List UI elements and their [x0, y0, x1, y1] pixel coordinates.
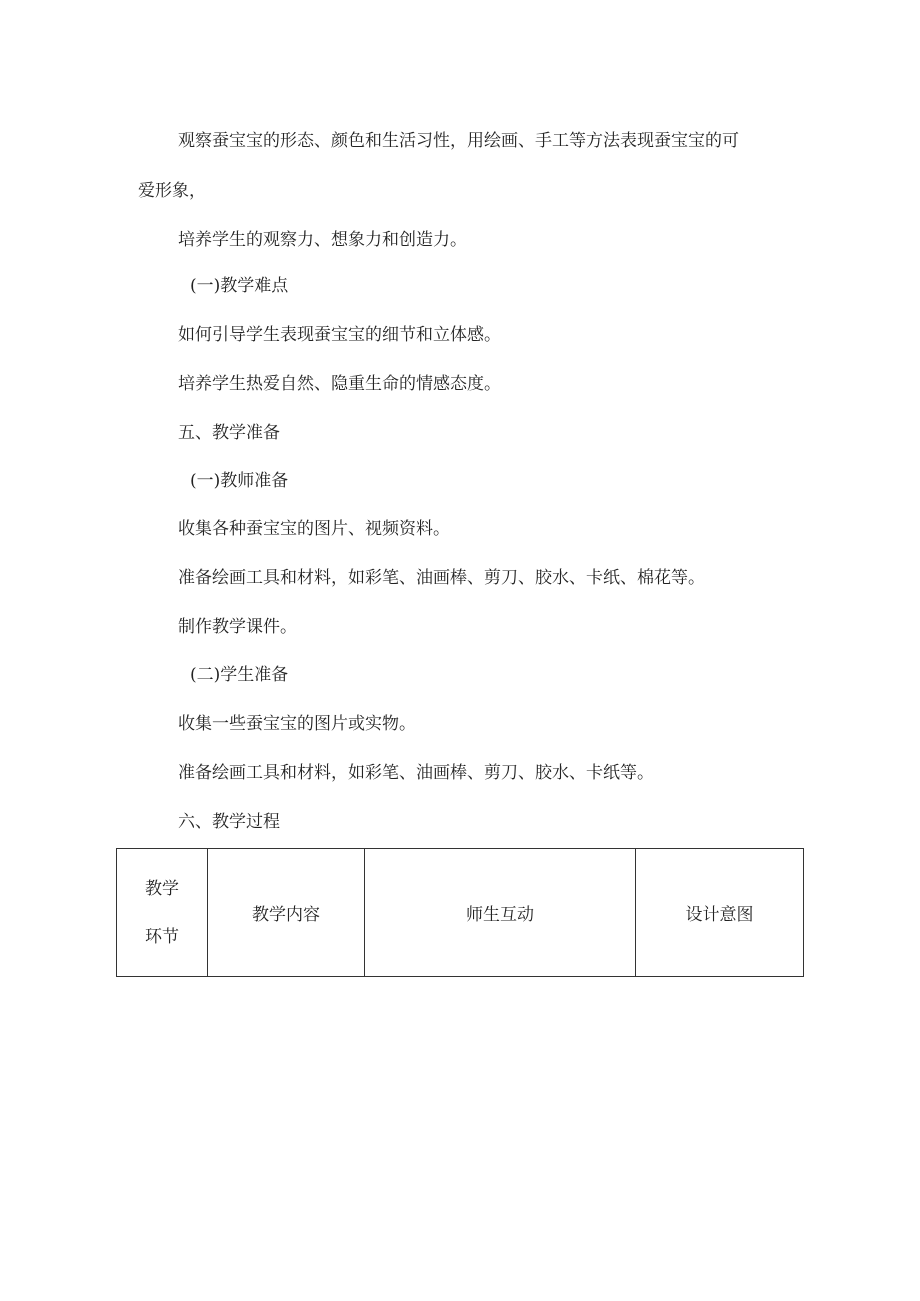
header-design-intent: 设计意图 [636, 849, 804, 977]
table-header-row [117, 849, 804, 977]
paragraph-cultivate-abilities: 培养学生的观察力、想象力和创造力。 [178, 230, 467, 250]
heading-teacher-preparation: (一)教师准备 [190, 471, 289, 491]
header-teaching-stage [117, 849, 208, 977]
teaching-process-table [116, 848, 804, 977]
heading-section-six: 六、教学过程 [178, 812, 280, 832]
paragraph-love-nature: 培养学生热爱自然、隐重生命的情感态度。 [178, 374, 501, 394]
header-teacher-student-interaction: 师生互动 [365, 849, 636, 977]
heading-teaching-difficulty: (一)教学难点 [190, 276, 289, 296]
heading-student-preparation: (二)学生准备 [190, 665, 289, 685]
heading-section-five: 五、教学准备 [178, 423, 280, 443]
paragraph-collect-pictures: 收集各种蚕宝宝的图片、视频资料。 [178, 519, 450, 539]
paragraph-collect-objects: 收集一些蚕宝宝的图片或实物。 [178, 714, 416, 734]
header-teaching-stage-line1: 教学 [145, 878, 179, 899]
paragraph-observe-line1: 观察蚕宝宝的形态、颜色和生活习性，用绘画、手工等方法表现蚕宝宝的可 [178, 131, 739, 151]
paragraph-prepare-tools-teacher: 准备绘画工具和材料，如彩笔、油画棒、剪刀、胶水、卡纸、棉花等。 [178, 568, 705, 588]
header-teaching-content: 教学内容 [208, 849, 365, 977]
paragraph-guide-details: 如何引导学生表现蚕宝宝的细节和立体感。 [178, 325, 501, 345]
paragraph-prepare-tools-student: 准备绘画工具和材料，如彩笔、油画棒、剪刀、胶水、卡纸等。 [178, 763, 654, 783]
header-teaching-stage-line2: 环节 [145, 926, 179, 947]
paragraph-make-courseware: 制作教学课件。 [178, 617, 297, 637]
paragraph-observe-line2: 爱形象， [138, 181, 206, 201]
